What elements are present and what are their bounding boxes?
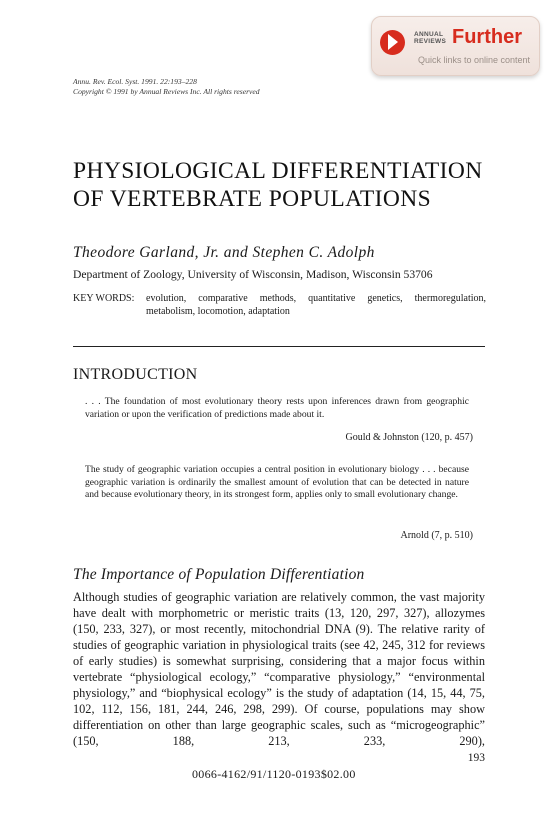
subsection-heading: The Importance of Population Differentiation xyxy=(73,566,365,583)
journal-citation xyxy=(73,77,260,96)
section-divider xyxy=(73,346,485,347)
annual-reviews-logo: ANNUAL REVIEWS xyxy=(414,31,447,45)
citation-line-2: Copyright © 1991 by Annual Reviews Inc. All rights reserved xyxy=(73,86,260,96)
article-title xyxy=(73,157,483,213)
epigraph-quote-2: The study of geographic variation occupies a central position in evolutionary biology . . . because geographic variation is ordinarily the smallest amount of evolution that can be detected in nature and because evolutionary theory, in its strongest form, applies only to small evolutionary change. xyxy=(85,464,469,500)
play-arrow-icon xyxy=(380,30,405,55)
epigraph-quote-1: . . . The foundation of most evolutionary theory rests upon inferences drawn from geographic variation or upon the verification of predictions made about it. xyxy=(85,396,469,420)
affiliation: Department of Zoology, University of Wisconsin, Madison, Wisconsin 53706 xyxy=(73,268,433,281)
epigraph-attribution-2: Arnold (7, p. 510) xyxy=(400,530,473,541)
footer-code: 0066-4162/91/1120-0193$02.00 xyxy=(192,767,356,781)
keywords-text: evolution, comparative methods, quantitative genetics, thermoregulation, metabolism, locomotion, adaptation xyxy=(146,293,486,317)
title-line-2: OF VERTEBRATE POPULATIONS xyxy=(73,186,432,212)
further-label: Further xyxy=(452,26,522,48)
introduction-heading: INTRODUCTION xyxy=(73,366,198,383)
title-line-1: PHYSIOLOGICAL DIFFERENTIATION xyxy=(73,158,483,184)
further-subtitle: Quick links to online content xyxy=(418,55,531,65)
further-badge[interactable] xyxy=(371,16,540,76)
keywords-label: KEY WORDS: xyxy=(73,293,135,304)
body-paragraph: Although studies of geographic variation are relatively common, the vast majority have dealt with morphometric or meristic traits (13, 120, 297, 327), allozymes (150, 233, 327), or most recently, mitochondrial DNA (9). The relative rarity of studies of geographic variation in physiological traits (see 42, 245, 312 for reviews of early studies) is somewhat surprising, considering that a major focus within vertebrate “physiological ecology,” “comparative physiology,” “environmental physiology,” and “biophysical ecology” is the study of adaptation (14, 15, 44, 75, 102, 112, 156, 181, 244, 246, 298, 299). Of course, populations may show differentiation on other than large geographic scales, such as “microgeographic” (150, 188, 213, 233, 290), xyxy=(73,590,485,748)
page-number: 193 xyxy=(467,752,485,764)
epigraph-attribution-1: Gould & Johnston (120, p. 457) xyxy=(345,432,473,443)
citation-line-1: Annu. Rev. Ecol. Syst. 1991. 22:193–228 xyxy=(73,77,197,86)
authors: Theodore Garland, Jr. and Stephen C. Adolph xyxy=(73,244,375,261)
